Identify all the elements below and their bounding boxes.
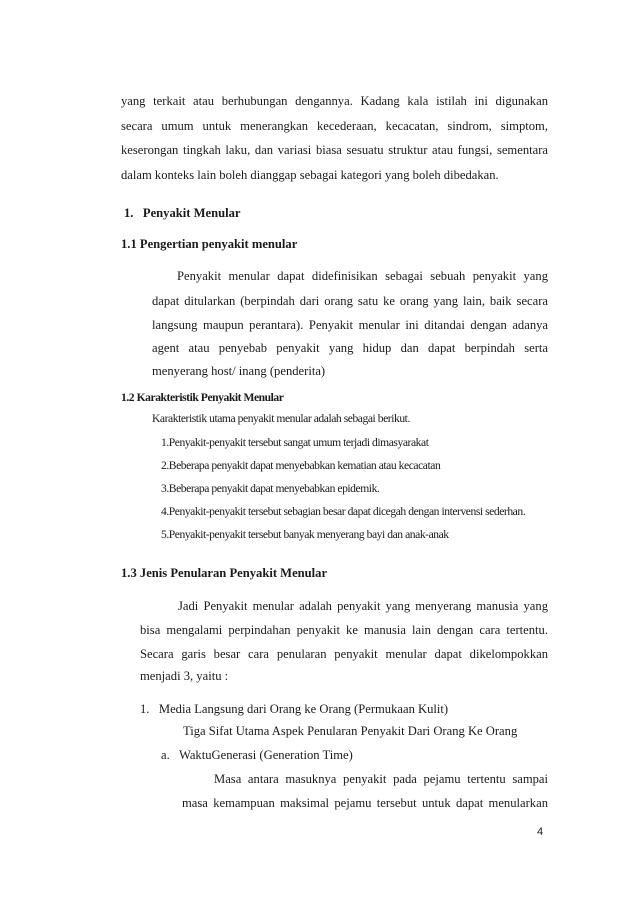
s11-line-1: Penyakit menular dapat didefinisikan sebagai sebuah penyakit yang — [177, 269, 548, 283]
subsection-heading-1-3: 1.3 Jenis Penularan Penyakit Menular — [121, 566, 328, 580]
s13-sub-heading: Tiga Sifat Utama Aspek Penularan Penyakit Dari Orang Ke Orang — [183, 724, 518, 738]
s13-sub-item-a: a. WaktuGenerasi (Generation Time) — [161, 748, 353, 762]
s11-line-2: dapat ditularkan (berpindah dari orang satu ke orang yang lain, baik secara — [152, 294, 548, 308]
subsection-heading-1-1: 1.1 Pengertian penyakit menular — [121, 237, 298, 251]
s12-intro: Karakteristik utama penyakit menular adalah sebagai berikut. — [152, 412, 410, 425]
s13-line-3: Secara garis besar cara penularan penyakit menular dapat dikelompokkan — [140, 647, 548, 661]
s12-item-1: 1.Penyakit-penyakit tersebut sangat umum terjadi dimasyarakat — [161, 436, 429, 449]
s12-item-5: 5.Penyakit-penyakit tersebut banyak menyerang bayi dan anak-anak — [161, 528, 449, 541]
s11-line-3: langsung maupun perantara). Penyakit menular ini ditandai dengan adanya — [152, 318, 548, 332]
page-number: 4 — [537, 826, 544, 838]
intro-line-3: keserongan tingkah laku, dan variasi biasa sesuatu struktur atau fungsi, sementara — [121, 143, 548, 157]
s13-sub-line-1: Masa antara masuknya penyakit pada pejamu tertentu sampai — [214, 772, 548, 786]
subsection-heading-1-2: 1.2 Karakteristik Penyakit Menular — [121, 391, 284, 404]
section-heading: 1. Penyakit Menular — [124, 206, 241, 220]
intro-line-2: secara umum untuk menerangkan kecederaan, kecacatan, sindrom, simptom, — [121, 119, 548, 133]
s12-item-2: 2.Beberapa penyakit dapat menyebabkan kematian atau kecacatan — [161, 459, 441, 472]
intro-line-4: dalam konteks lain boleh dianggap sebagai kategori yang boleh dibedakan. — [121, 168, 499, 182]
s13-line-4: menjadi 3, yaitu : — [140, 669, 229, 683]
s11-line-4: agent atau penyebab penyakit yang hidup dan dapat berpindah serta — [152, 341, 548, 355]
s13-line-2: bisa mengalami perpindahan penyakit ke manusia lain dengan cara tertentu. — [140, 623, 548, 637]
intro-line-1: yang terkait atau berhubungan dengannya. Kadang kala istilah ini digunakan — [121, 94, 548, 108]
s13-sub-line-2: masa kemampuan maksimal pejamu tersebut untuk dapat menularkan — [182, 796, 548, 810]
s13-list-item-1: 1. Media Langsung dari Orang ke Orang (Permukaan Kulit) — [140, 702, 449, 716]
s12-item-4: 4.Penyakit-penyakit tersebut sebagian besar dapat dicegah dengan intervensi sederhan. — [161, 505, 526, 518]
s13-line-1: Jadi Penyakit menular adalah penyakit yang menyerang manusia yang — [178, 599, 548, 613]
s12-item-3: 3.Beberapa penyakit dapat menyebabkan epidemik. — [161, 482, 380, 495]
s11-line-5: menyerang host/ inang (penderita) — [152, 364, 326, 378]
